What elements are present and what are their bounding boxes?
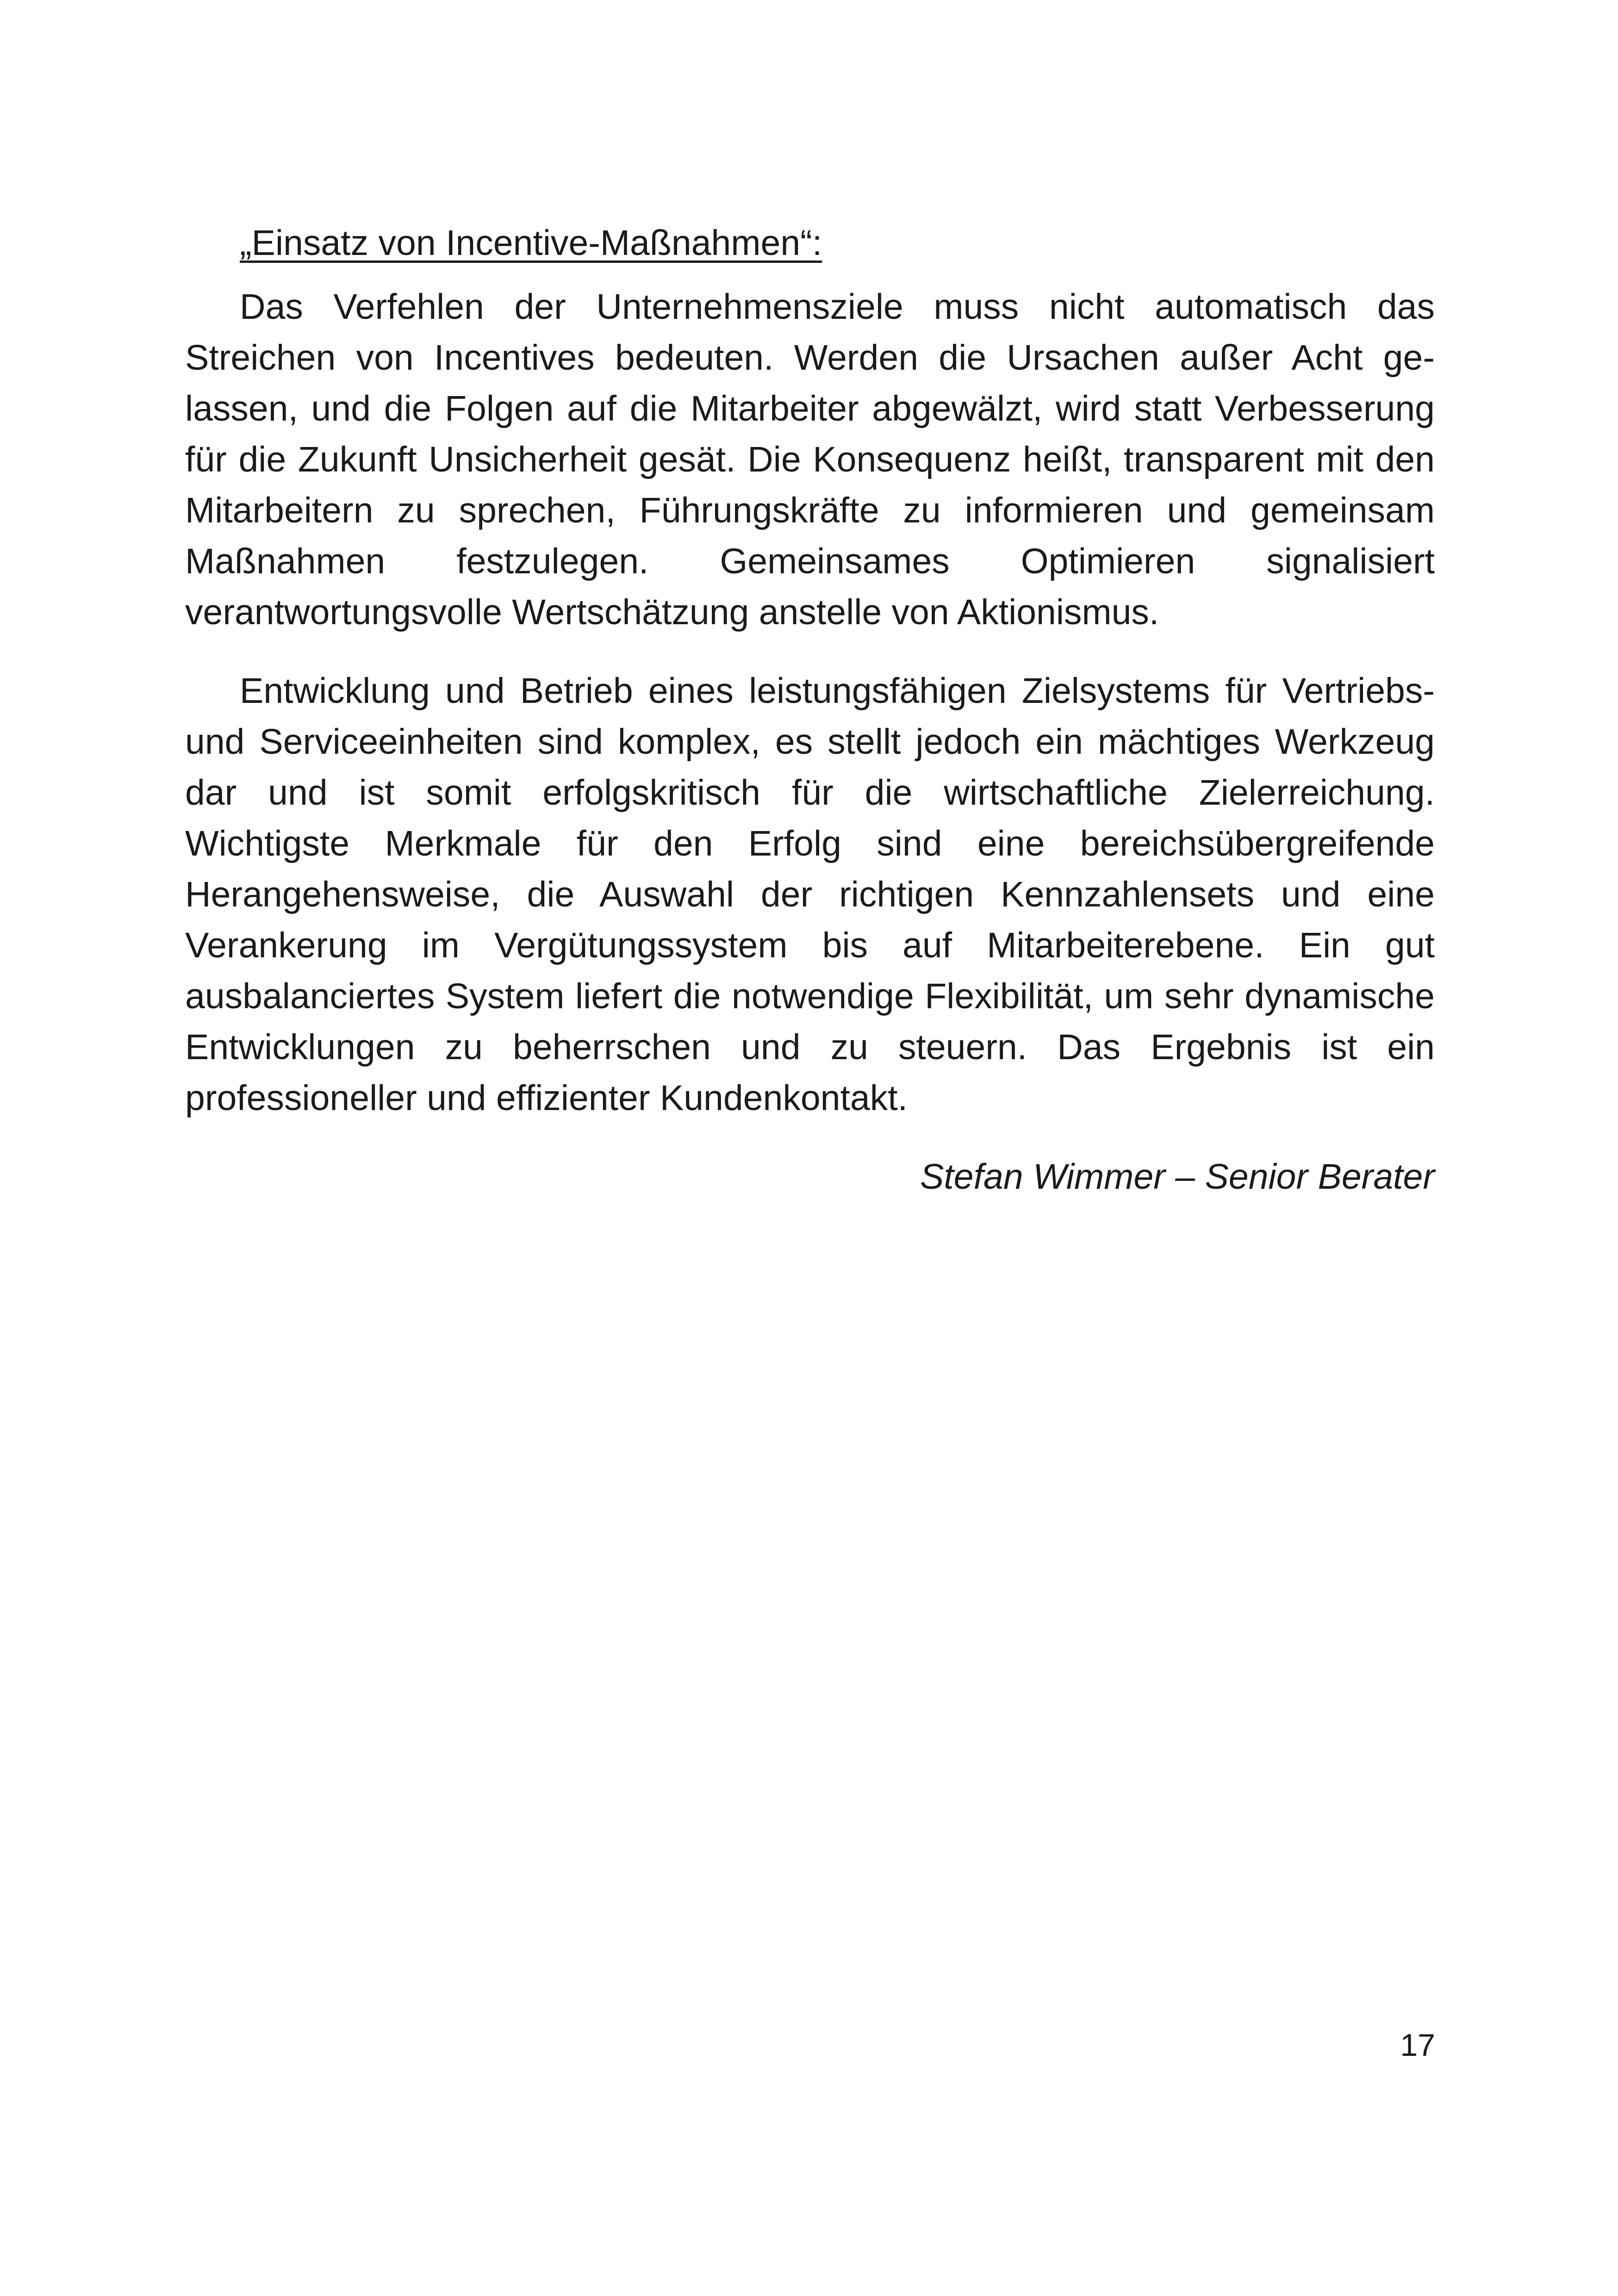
body-paragraph: Entwicklung und Betrieb eines leistungsfähigen Zielsystems für Vertriebs- und Serviceeinheiten sind komplex, es stellt jedoch ein mächtiges Werkzeug dar und ist somit erfolgskritisch für die wirtschaftliche Zielerreichung. Wichtigste Merkmale für den Erfolg sind eine bereichsübergreifende Herangehensweise, die Auswahl der richtigen Kennzahlensets und eine Verankerung im Vergütungssystem bis auf Mitarbeiterebene. Ein gut ausbalanciertes System liefert die notwendige Flexibilität, um sehr dynamische Entwicklungen zu beherrschen und zu steuern. Das Ergebnis ist ein professioneller und effizienter Kundenkontakt. xyxy=(185,671,1435,1118)
author-signature: Stefan Wimmer – Senior Berater xyxy=(920,1157,1435,1197)
page-content xyxy=(185,217,1435,1202)
page-number: 17 xyxy=(1400,2028,1435,2063)
section-heading: „Einsatz von Incentive-Maßnahmen“: xyxy=(240,223,822,263)
body-paragraph: Das Verfehlen der Unternehmensziele muss nicht automatisch das Streichen von Incentives bedeuten. Werden die Ursachen außer Acht gelassen, und die Folgen auf die Mitarbeiter abgewälzt, wird statt Verbesserung für die Zukunft Unsicherheit gesät. Die Konsequenz heißt, transparent mit den Mitarbeitern zu sprechen, Führungskräfte zu informieren und gemeinsam Maßnahmen festzulegen. Gemeinsames Optimieren signalisiert verantwortungsvolle Wertschätzung anstelle von Aktionismus. xyxy=(185,287,1435,632)
